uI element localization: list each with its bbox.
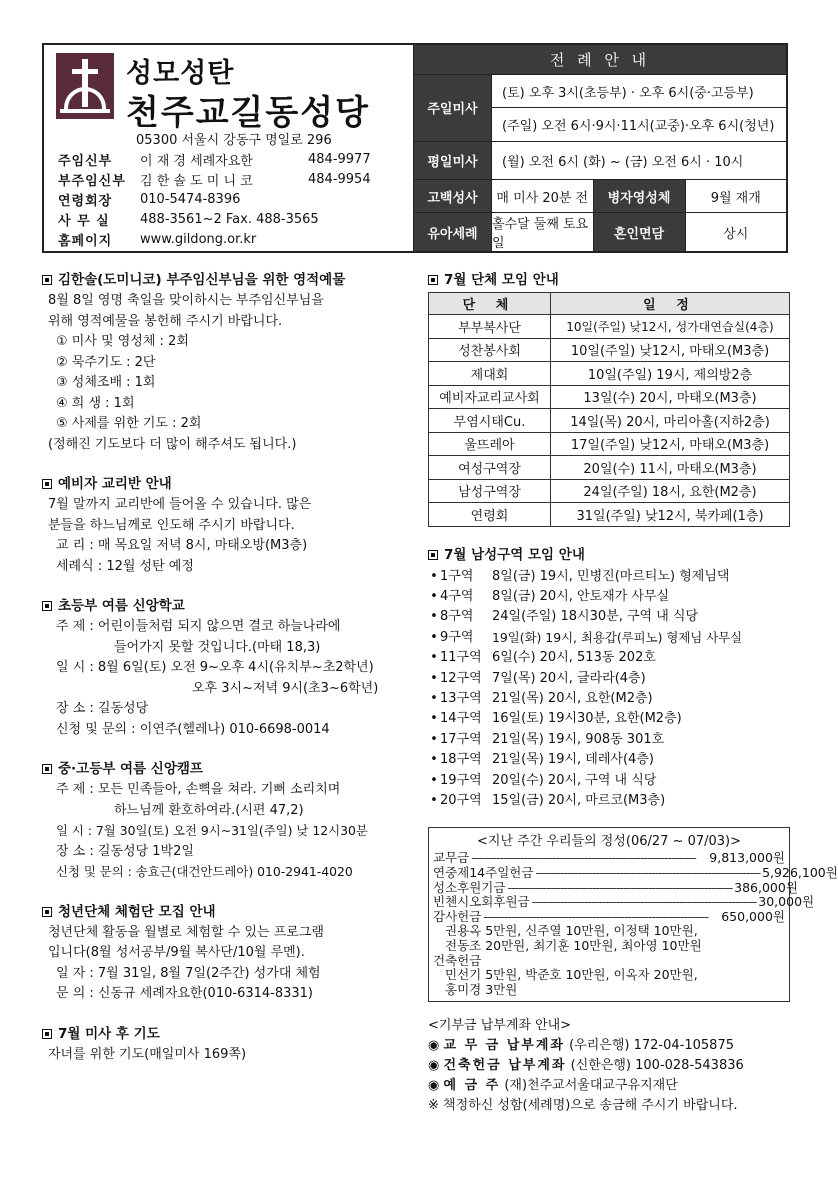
text-line: 7월 말까지 교리반에 들어올 수 있습니다. 많은 bbox=[48, 497, 312, 512]
offering-detail: 전동조 20만원, 최기훈 10만원, 최아영 10만원 bbox=[445, 937, 702, 953]
contact-name: 010-5474-8396 bbox=[140, 191, 241, 207]
text-line: 세례식 : 12월 성탄 예정 bbox=[56, 558, 194, 574]
schedule-label: 고백성사 bbox=[414, 180, 492, 212]
schedule-row-weekday bbox=[414, 142, 786, 181]
table-row: 제대회 10일(주일) 19시, 제의방2층 bbox=[429, 362, 790, 386]
offering-label: 건축헌금 bbox=[433, 952, 482, 968]
homepage-link[interactable]: www.gildong.or.kr bbox=[140, 231, 257, 247]
table-row: 연령회 31일(주일) 낮12시, 북카페(1층) bbox=[429, 503, 790, 527]
text-line: ④ 희 생 : 1회 bbox=[56, 395, 135, 411]
section-title: 예비자 교리반 안내 bbox=[42, 472, 420, 492]
contact-row bbox=[58, 229, 408, 249]
schedule-value: (주일) 오전 6시·9시·11시(교중)·오후 6시(청년) bbox=[502, 118, 775, 134]
liturgy-schedule bbox=[414, 45, 786, 251]
offering-row: 감사헌금 ---------------------------------------------------------------- 650,000원 bbox=[433, 908, 785, 924]
offering-row: 연중제14주일헌금 ---------------------------------------------------------------- 5,926,100원 bbox=[433, 864, 838, 880]
text-line: 청년단체 활동을 월별로 체험할 수 있는 프로그램 bbox=[48, 924, 324, 940]
contact-label: 사 무 실 bbox=[58, 213, 110, 229]
offering-detail: 권용옥 5만원, 신주열 10만원, 이정택 10만원, bbox=[445, 923, 698, 939]
table-header: 단 체 bbox=[429, 293, 551, 315]
schedule-label: 평일미사 bbox=[414, 142, 492, 180]
account-row: ◉ 교 무 금 납부계좌 (우리은행) 172-04-105875 bbox=[428, 1038, 734, 1054]
section-title: 중·고등부 여름 신앙캠프 bbox=[42, 757, 420, 777]
schedule-value: (월) 오전 6시 (화) ~ (금) 오전 6시 · 10시 bbox=[502, 154, 744, 170]
text-line: 하느님께 환호하여라.(시편 47,2) bbox=[114, 802, 304, 818]
text-line: 주 제 : 어린이들처럼 되지 않으면 결코 하늘나라에 bbox=[56, 619, 341, 634]
section-catechumen bbox=[42, 472, 420, 577]
text-line: 일 자 : 7월 31일, 8월 7일(2주간) 성가대 체험 bbox=[56, 965, 321, 981]
text-line: 신청 및 문의 : 송효근(대건안드레아) 010-2941-4020 bbox=[56, 864, 353, 879]
table-row: 부부복사단 10일(주일) 낮12시, 성가대연습실(4층) bbox=[429, 315, 790, 339]
circle-bullet-icon: ◉ bbox=[428, 1058, 444, 1074]
schedule-value: 홀수달 둘째 토요일 bbox=[492, 213, 594, 251]
schedule-title: 전 례 안 내 bbox=[414, 45, 786, 75]
circle-bullet-icon: ◉ bbox=[428, 1038, 444, 1054]
section-title: 초등부 여름 신앙학교 bbox=[42, 594, 420, 614]
section-title: 김한솔(도미니코) 부주임신부님을 위한 영적예물 bbox=[42, 268, 420, 288]
text-line: 오후 3시~저녁 9시(초3~6학년) bbox=[192, 680, 379, 696]
table-row: 남성구역장 24일(주일) 18시, 요한(M2층) bbox=[429, 479, 790, 503]
right-column bbox=[428, 268, 838, 1116]
square-bullet-icon bbox=[42, 764, 52, 774]
parish-logo-icon bbox=[56, 53, 114, 119]
section-young-adult bbox=[42, 900, 420, 1005]
section-title: 7월 미사 후 기도 bbox=[42, 1022, 420, 1042]
circle-bullet-icon: ◉ bbox=[428, 1078, 444, 1094]
table-row: 예비자교리교사회 13일(수) 20시, 마태오(M3층) bbox=[429, 385, 790, 409]
text-line: 문 의 : 신동규 세례자요한(010-6314-8331) bbox=[56, 986, 313, 1001]
contact-label: 연령회장 bbox=[58, 193, 113, 209]
offering-detail: 민선기 5만원, 박준호 10만원, 이옥자 20만원, bbox=[445, 967, 698, 983]
offering-row: 빈첸시오회후원금 ---------------------------------------------------------------- 30,000원 bbox=[433, 894, 815, 910]
text-line: 들어가지 못할 것입니다.(마태 18,3) bbox=[114, 639, 321, 655]
section-youth-camp bbox=[42, 757, 420, 883]
text-line: 일 시 : 7월 30일(토) 오전 9시~31일(주일) 낮 12시30분 bbox=[56, 823, 368, 838]
parish-address: 05300 서울시 강동구 명일로 296 bbox=[136, 133, 332, 148]
list-item: • 4구역 8일(금) 20시, 안토재가 사무실 bbox=[430, 588, 670, 604]
contact-phone: 484-9954 bbox=[308, 171, 371, 187]
section-title: 청년단체 체험단 모집 안내 bbox=[42, 900, 420, 920]
account-row: ◉ 건축헌금 납부계좌 (신한은행) 100-028-543836 bbox=[428, 1058, 744, 1074]
contact-label: 부주임신부 bbox=[58, 173, 126, 189]
schedule-label: 주일미사 bbox=[414, 75, 492, 141]
text-line: 8월 8일 영명 축일을 맞이하시는 부주임신부님을 bbox=[48, 293, 324, 308]
section-group-meetings bbox=[428, 268, 790, 527]
text-line: 위해 영적예물을 봉헌해 주시기 바랍니다. bbox=[48, 313, 283, 329]
offering-box bbox=[428, 827, 838, 1002]
contact-name: 이 재 경 세례자요한 bbox=[140, 153, 253, 169]
schedule-label: 유아세례 bbox=[414, 213, 492, 251]
list-item: • 20구역 15일(금) 20시, 마르코(M3층) bbox=[430, 792, 666, 808]
section-district-meetings bbox=[428, 543, 790, 812]
schedule-row-baptism bbox=[414, 213, 786, 251]
list-item: • 14구역 16일(토) 19시30분, 요한(M2층) bbox=[430, 711, 682, 727]
text-line: (정해진 기도보다 더 많이 해주셔도 됩니다.) bbox=[48, 436, 297, 452]
square-bullet-icon bbox=[42, 275, 52, 285]
list-item: • 18구역 21일(목) 19시, 데레사(4층) bbox=[430, 752, 654, 768]
square-bullet-icon bbox=[42, 479, 52, 489]
schedule-label: 병자영성체 bbox=[594, 180, 686, 212]
accounts-title: <기부금 납부계좌 안내> bbox=[428, 1018, 572, 1034]
parish-title-large: 천주교길동성당 bbox=[126, 93, 370, 133]
offering-row: 성소후원기금 ---------------------------------------------------------------- 386,000원 bbox=[433, 879, 798, 895]
offering-title: <지난 주간 우리들의 정성(06/27 ~ 07/03)> bbox=[477, 834, 741, 850]
table-row: 울뜨레아 17일(주일) 낮12시, 마태오(M3층) bbox=[429, 432, 790, 456]
contact-row bbox=[58, 169, 408, 189]
text-line: ② 묵주기도 : 2단 bbox=[56, 354, 156, 370]
contact-list bbox=[58, 149, 408, 249]
schedule-value: 매 미사 20분 전 bbox=[492, 180, 594, 212]
list-item: • 13구역 21일(목) 20시, 요한(M2층) bbox=[430, 690, 653, 706]
contact-row bbox=[58, 209, 408, 229]
schedule-value: 9월 재개 bbox=[710, 190, 761, 206]
list-item: • 1구역 8일(금) 19시, 민병진(마르티노) 형제님댁 bbox=[430, 568, 730, 584]
parish-info bbox=[44, 45, 414, 251]
contact-row bbox=[58, 189, 408, 209]
table-header: 일 정 bbox=[551, 293, 790, 315]
square-bullet-icon bbox=[42, 1029, 52, 1039]
text-line: ③ 성체조배 : 1회 bbox=[56, 375, 156, 390]
square-bullet-icon bbox=[42, 601, 52, 611]
left-column bbox=[42, 268, 420, 1082]
parish-title-small: 성모성탄 bbox=[126, 58, 235, 89]
offering-row: 교무금 ---------------------------------------------------------------- 9,813,000원 bbox=[433, 850, 785, 866]
contact-phone: 484-9977 bbox=[308, 151, 371, 167]
text-line: 일 시 : 8월 6일(토) 오전 9~오후 4시(유치부~초2학년) bbox=[56, 660, 374, 675]
schedule-row-confession bbox=[414, 180, 786, 213]
table-row: 성찬봉사회 10일(주일) 낮12시, 마태오(M3층) bbox=[429, 338, 790, 362]
text-line: ⑤ 사제를 위한 기도 : 2회 bbox=[56, 416, 202, 431]
contact-name: 488-3561~2 Fax. 488-3565 bbox=[140, 211, 319, 227]
section-prayer bbox=[42, 1022, 420, 1066]
contact-label: 주임신부 bbox=[58, 153, 113, 169]
group-meeting-table bbox=[428, 292, 790, 527]
schedule-label: 혼인면담 bbox=[594, 213, 686, 251]
contact-name: 김 한 솔 도 미 니 코 bbox=[140, 173, 253, 189]
text-line: 주 제 : 모든 민족들아, 손뼉을 쳐라. 기뻐 소리치며 bbox=[56, 782, 341, 797]
donation-accounts bbox=[428, 1014, 790, 1116]
bulletin-header bbox=[42, 43, 788, 253]
schedule-row-sunday bbox=[414, 75, 786, 142]
list-item: • 11구역 6일(수) 20시, 513동 202호 bbox=[430, 650, 656, 666]
square-bullet-icon bbox=[428, 550, 438, 560]
schedule-value: 상시 bbox=[723, 226, 749, 242]
text-line: 분들을 하느님께로 인도해 주시기 바랍니다. bbox=[48, 517, 295, 533]
account-row: ◉ 예 금 주 (재)천주교서울대교구유지재단 bbox=[428, 1078, 678, 1094]
list-item: • 12구역 7일(목) 20시, 글라라(4층) bbox=[430, 670, 646, 686]
table-row: 여성구역장 20일(수) 11시, 마태오(M3층) bbox=[429, 456, 790, 480]
list-item: • 8구역 24일(주일) 18시30분, 구역 내 식당 bbox=[430, 609, 699, 625]
contact-row bbox=[58, 149, 408, 169]
text-line: 교 리 : 매 목요일 저녁 8시, 마태오방(M3층) bbox=[56, 538, 308, 553]
section-children-camp bbox=[42, 594, 420, 740]
text-line: 장 소 : 길동성당 1박2일 bbox=[56, 843, 194, 859]
list-item: • 9구역 19일(화) 19시, 최용갑(루피노) 형제님 사무실 bbox=[430, 629, 743, 645]
list-item: • 19구역 20일(수) 20시, 구역 내 식당 bbox=[430, 772, 657, 788]
schedule-value: (토) 오후 3시(초등부) · 오후 6시(중·고등부) bbox=[492, 75, 786, 108]
list-item: • 17구역 21일(목) 19시, 908동 301호 bbox=[430, 731, 665, 747]
text-line: 입니다(8월 성서공부/9월 복사단/10월 루멘). bbox=[48, 945, 305, 960]
district-list bbox=[428, 567, 790, 812]
table-row: 무염시태Cu. 14일(목) 20시, 마리아홀(지하2층) bbox=[429, 409, 790, 433]
contact-label: 홈페이지 bbox=[58, 233, 113, 249]
text-line: 장 소 : 길동성당 bbox=[56, 701, 149, 716]
square-bullet-icon bbox=[42, 907, 52, 917]
section-title: 7월 남성구역 모임 안내 bbox=[428, 543, 790, 563]
text-line: 신청 및 문의 : 이연주(헬레나) 010-6698-0014 bbox=[56, 721, 330, 737]
section-spiritual-gift bbox=[42, 268, 420, 455]
section-title: 7월 단체 모임 안내 bbox=[428, 268, 790, 288]
offering-detail: 홍미경 3만원 bbox=[445, 981, 518, 997]
text-line: 자녀를 위한 기도(매일미사 169쪽) bbox=[48, 1046, 247, 1062]
square-bullet-icon bbox=[428, 275, 438, 285]
text-line: ① 미사 및 영성체 : 2회 bbox=[56, 334, 189, 349]
account-note: ※ 책정하신 성함(세례명)으로 송금해 주시기 바랍니다. bbox=[428, 1098, 738, 1114]
